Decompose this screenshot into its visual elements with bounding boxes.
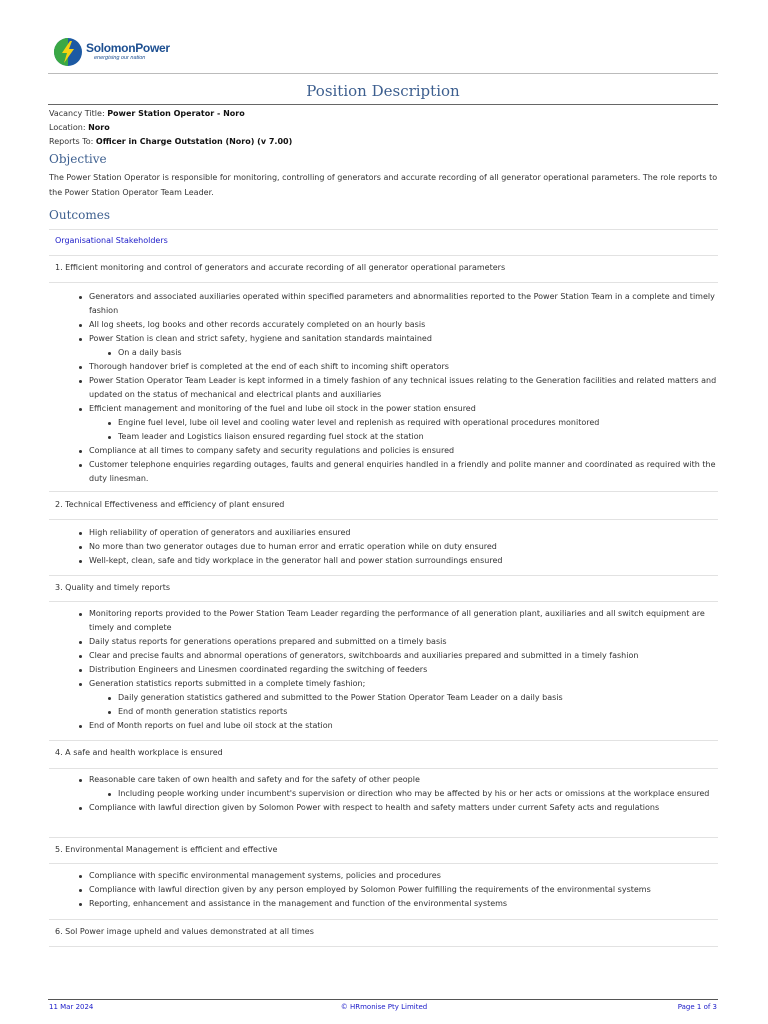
list-item: Clear and precise faults and abnormal operations of generators, switchboards and auxiliaries prepared and submitted in a timely fashion [49, 649, 718, 663]
stakeholders-subheading [49, 229, 718, 256]
section-title-row [49, 919, 718, 947]
section-title-row [49, 740, 718, 769]
list-item: Power Station Operator Team Leader is kept informed in a timely fashion of any technical issues relating to the Generation facilities and related matters and updated on the status of mechanical and electrical plants and auxiliaries [49, 374, 718, 402]
list-item: End of month generation statistics reports [49, 705, 718, 719]
location [49, 123, 110, 132]
list-item: Distribution Engineers and Linesmen coordinated regarding the switching of feeders [49, 663, 718, 677]
section-title: 2. Technical Effectiveness and efficiency of plant ensured [55, 500, 285, 509]
footer-divider [48, 999, 718, 1000]
section-list [49, 520, 718, 576]
list-item: Engine fuel level, lube oil level and cooling water level and replenish as required with operational procedures monitored [49, 416, 718, 430]
list-item: Team leader and Logistics liaison ensured regarding fuel stock at the station [49, 430, 718, 444]
objective-text: The Power Station Operator is responsible for monitoring, controlling of generators and accurate recording of all generator operational parameters. The role reports to the Power Station Operator Team Leader. [49, 173, 718, 197]
list-item: Efficient management and monitoring of the fuel and lube oil stock in the power station ensured [49, 402, 718, 416]
section-title: 5. Environmental Management is efficient and effective [55, 845, 278, 854]
section-title: 3. Quality and timely reports [55, 583, 171, 592]
reports-label: Reports To: [49, 137, 94, 146]
list-item: Compliance with lawful direction given by Solomon Power with respect to health and safety matters under current Safety acts and regulations [49, 801, 718, 815]
list-item: Thorough handover brief is completed at the end of each shift to incoming shift operators [49, 360, 718, 374]
vacancy-label: Vacancy Title: [49, 109, 105, 118]
section-title: 1. Efficient monitoring and control of generators and accurate recording of all generator operational parameters [55, 263, 506, 272]
company-logo [52, 36, 192, 70]
page-title: Position Description [306, 82, 460, 100]
location-value: Noro [88, 123, 110, 132]
section-title-row [49, 575, 718, 602]
footer-date: 11 Mar 2024 [49, 1003, 94, 1011]
outcomes-heading: Outcomes [49, 208, 110, 222]
logo-tagline: energising our nation [94, 55, 146, 61]
list-item: No more than two generator outages due to human error and erratic operation while on duty ensured [49, 540, 718, 554]
list-item: High reliability of operation of generators and auxiliaries ensured [49, 526, 718, 540]
list-item: Including people working under incumbent's supervision or direction who may be affected by his or her acts or omissions at the workplace ensured [49, 787, 718, 801]
section-title-row [49, 491, 718, 520]
header-divider [48, 73, 718, 74]
section-title-row [49, 837, 718, 864]
list-item: End of Month reports on fuel and lube oil stock at the station [49, 719, 718, 733]
section-list [49, 864, 718, 920]
list-item: Compliance at all times to company safety and security regulations and policies is ensured [49, 444, 718, 458]
list-item: Reporting, enhancement and assistance in the management and function of the environmental systems [49, 897, 718, 911]
list-item: Daily status reports for generations operations prepared and submitted on a timely basis [49, 635, 718, 649]
list-item: Reasonable care taken of own health and safety and for the safety of other people [49, 773, 718, 787]
section-list [49, 769, 718, 838]
section-list [49, 602, 718, 741]
section-title: 6. Sol Power image upheld and values demonstrated at all times [55, 927, 314, 936]
list-item: Power Station is clean and strict safety, hygiene and sanitation standards maintained [49, 332, 718, 346]
reports-to [49, 137, 292, 146]
footer-copyright: © HRmonise Pty Limited [340, 1003, 428, 1011]
vacancy-title [49, 109, 245, 118]
objective-heading: Objective [49, 152, 107, 166]
list-item: Well-kept, clean, safe and tidy workplace in the generator hall and power station surroundings ensured [49, 554, 718, 568]
vacancy-value: Power Station Operator - Noro [107, 109, 245, 118]
section-title: 4. A safe and health workplace is ensured [55, 748, 223, 757]
list-item: Monitoring reports provided to the Power Station Team Leader regarding the performance of all generation plant, auxiliaries and all switch equipment are timely and complete [49, 607, 718, 635]
list-item: Compliance with lawful direction given by any person employed by Solomon Power fulfilling the requirements of the environmental systems [49, 883, 718, 897]
section-title-row [49, 254, 718, 283]
list-item: On a daily basis [49, 346, 718, 360]
logo-name: SolomonPower [86, 41, 170, 55]
footer-page-number: Page 1 of 3 [677, 1003, 717, 1011]
stakeholders-label: Organisational Stakeholders [55, 236, 168, 245]
lightning-logo-icon [54, 38, 82, 66]
list-item: All log sheets, log books and other records accurately completed on an hourly basis [49, 318, 718, 332]
list-item: Daily generation statistics gathered and submitted to the Power Station Operator Team Leader on a daily basis [49, 691, 718, 705]
location-label: Location: [49, 123, 86, 132]
title-divider [48, 104, 718, 105]
section-list [49, 283, 718, 492]
list-item: Generators and associated auxiliaries operated within specified parameters and abnormalities reported to the Power Station Team in a complete and timely fashion [49, 290, 718, 318]
list-item: Customer telephone enquiries regarding outages, faults and general enquiries handled in a friendly and polite manner and coordinated as required with the duty linesman. [49, 458, 718, 486]
list-item: Compliance with specific environmental management systems, policies and procedures [49, 869, 718, 883]
list-item: Generation statistics reports submitted in a complete timely fashion; [49, 677, 718, 691]
reports-value: Officer in Charge Outstation (Noro) (v 7.00) [95, 137, 293, 146]
